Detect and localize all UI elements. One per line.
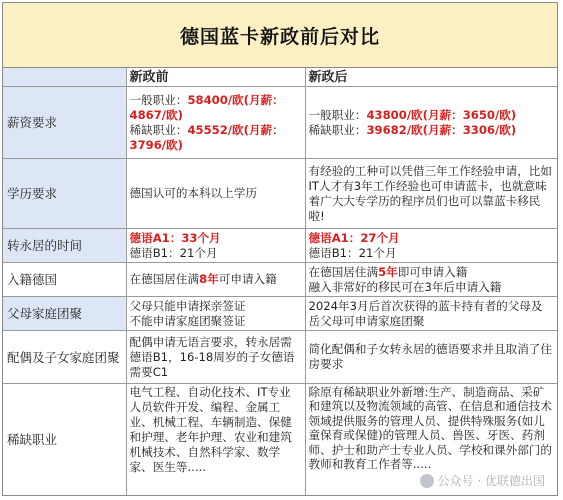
education-before: 德国认可的本科以上学历 (126, 159, 305, 229)
salary-before-shortage (130, 123, 302, 153)
row-label: 父母家庭团聚 (3, 297, 126, 331)
parents-before-line1: 父母只能申请探亲签证 (129, 298, 246, 313)
row-education (3, 159, 557, 229)
general-label: 一般职业： (129, 92, 188, 107)
watermark (420, 472, 545, 489)
parents-before (126, 297, 305, 331)
spouse-after: 简化配偶和子女转永居的德语要求并且取消了住房要求 (305, 331, 557, 384)
pr-before (126, 229, 305, 263)
education-after: 有经验的工种可以凭借三年工作经验申请，比如IT人才有3年工作经验也可申请蓝卡，也就意味着广大大专学历的程序员们也可以靠蓝卡移民啦! (305, 159, 557, 229)
pr-after (305, 229, 557, 263)
row-label: 稀缺职业 (3, 384, 126, 496)
citizenship-after (305, 263, 557, 297)
general-label: 一般职业： (308, 107, 367, 122)
row-label: 转永居的时间 (3, 229, 126, 263)
citizenship-before (126, 263, 305, 297)
text: 即可申请入籍 (397, 264, 468, 279)
row-spouse (3, 331, 557, 384)
salary-after-general (309, 108, 555, 123)
shortage-value: 39682/欧(月薪：3306/欧) (366, 122, 517, 137)
shortage-label: 稀缺职业： (129, 122, 188, 137)
salary-after-shortage (309, 123, 555, 138)
years-value: 5年 (378, 264, 398, 279)
wechat-icon (420, 474, 434, 488)
row-salary (3, 87, 557, 159)
years-value: 8年 (199, 272, 219, 286)
comparison-table (3, 68, 557, 496)
header-before: 新政前 (126, 68, 305, 87)
row-pr (3, 229, 557, 263)
watermark-text: 公众号 · 优联德出国 (437, 474, 545, 488)
row-label: 入籍德国 (3, 263, 126, 297)
row-citizenship (3, 263, 557, 297)
citizenship-after-line2: 融入非常好的移民可在3年后申请入籍 (308, 279, 502, 294)
shortage-value: 45552/欧(月薪：3796/欧) (129, 122, 284, 152)
pr-after-a1: 德语A1：27个月 (308, 230, 400, 245)
row-label: 学历要求 (3, 159, 126, 229)
row-label: 薪资要求 (3, 87, 126, 159)
text: 在德国居住满 (129, 272, 200, 286)
general-value: 43800/欧(月薪：3650/欧) (366, 107, 517, 122)
text: 可申请入籍 (218, 272, 277, 286)
salary-after (305, 87, 557, 159)
parents-before-line2: 不能申请家庭团聚签证 (129, 313, 246, 328)
row-parents (3, 297, 557, 331)
citizenship-after-line1 (309, 265, 555, 280)
spouse-before: 配偶申请无语言要求，转永居需德语B1，16-18周岁的子女德语需要C1 (126, 331, 305, 384)
shortage-label: 稀缺职业： (308, 122, 367, 137)
header-after: 新政后 (305, 68, 557, 87)
general-value: 58400/欧(月薪：4867/欧) (129, 92, 284, 122)
text: 在德国居住满 (308, 264, 379, 279)
salary-before (126, 87, 305, 159)
header-blank (3, 68, 126, 87)
row-label: 配偶及子女家庭团聚 (3, 331, 126, 384)
comparison-sheet (2, 2, 558, 496)
pr-before-b1: 德语B1：21个月 (129, 245, 218, 260)
header-row (3, 68, 557, 87)
shortage-after: 除原有稀缺职业外新增:生产、制造商品、采矿和建筑以及物流领域的高管、在信息和通信技术领域提供服务的管理人员、提供特殊服务(如儿童保育或保健)的管理人员、兽医、牙医、药剂师、护士和助产士专业人员、学校和课外部门的教师和教育工作者等..... (305, 384, 557, 496)
page-title: 德国蓝卡新政前后对比 (179, 25, 380, 48)
shortage-before: 电气工程、自动化技术、IT专业人员软件开发、编程、金属工业、机械工程、车辆制造、保健和护理、老年护理、农业和建筑机械技术、自然科学家、数学家、医生等..... (126, 384, 305, 496)
parents-after: 2024年3月后首次获得的蓝卡持有者的父母及岳父母可申请家庭团聚 (305, 297, 557, 331)
pr-after-b1: 德语B1：21个月 (308, 245, 397, 260)
title-bar (3, 3, 557, 68)
pr-before-a1: 德语A1：33个月 (129, 230, 221, 245)
salary-before-general (130, 93, 302, 123)
